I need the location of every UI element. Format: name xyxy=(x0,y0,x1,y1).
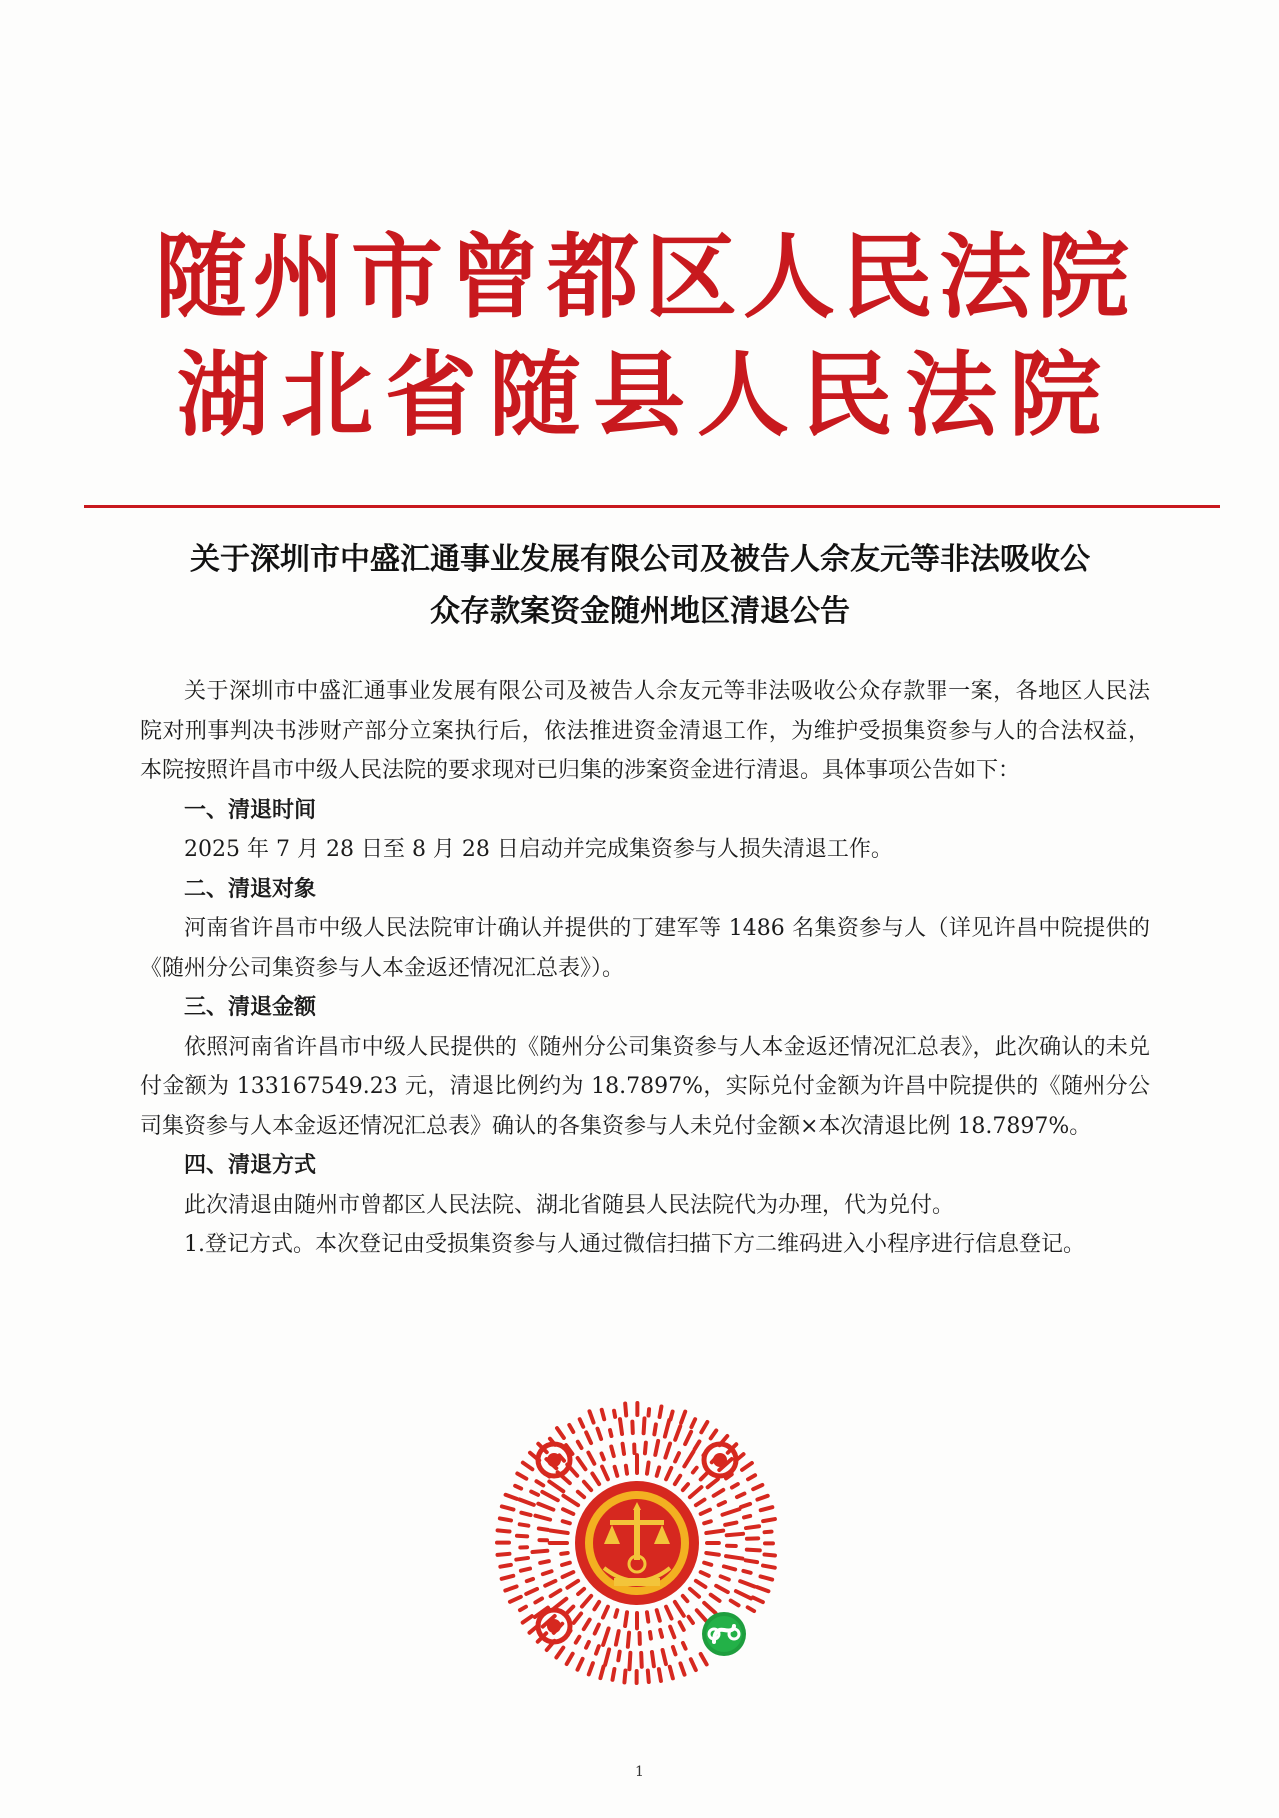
qr-ray xyxy=(618,1652,619,1661)
qr-ray xyxy=(665,1420,669,1437)
qr-ray xyxy=(681,1412,685,1423)
qr-ray xyxy=(567,1581,578,1588)
qr-ray xyxy=(561,1553,568,1554)
qr-ray xyxy=(589,1663,593,1674)
mini-program-qr-code-icon[interactable] xyxy=(492,1398,782,1688)
qr-ray xyxy=(753,1485,762,1489)
qr-ray xyxy=(747,1550,760,1551)
qr-ray xyxy=(725,1523,736,1525)
qr-ray xyxy=(704,1603,715,1613)
qr-ray xyxy=(538,1504,553,1510)
notice-title-line-1: 关于深圳市中盛汇通事业发展有限公司及被告人佘友元等非法吸收公 xyxy=(190,542,1090,577)
qr-ray xyxy=(577,1659,582,1670)
qr-ray xyxy=(611,1446,614,1456)
qr-ray xyxy=(644,1418,645,1433)
qr-ray xyxy=(660,1630,662,1637)
qr-ray xyxy=(616,1631,619,1644)
qr-ray xyxy=(535,1599,542,1603)
qr-ray xyxy=(549,1481,563,1491)
qr-ray xyxy=(701,1422,707,1432)
qr-ray xyxy=(576,1637,580,1643)
qr-ray xyxy=(746,1560,757,1562)
qr-ray xyxy=(683,1484,688,1490)
section-4-item-1: 1.登记方式。本次登记由受损集资参与人通过微信扫描下方二维码进入小程序进行信息登记。 xyxy=(184,1232,1085,1257)
qr-ray xyxy=(498,1530,510,1531)
intro-paragraph: 关于深圳市中盛汇通事业发展有限公司及被告人佘友元等非法吸收公众存款罪一案，各地区人民法院对刑事判决书涉财产部分立案执行后，依法推进资金清退工作，为维护受损集资参与人的合法权益，本院按照许昌市中级人民法院的要求现对已归集的涉案资金进行清退。具体事项公告如下： xyxy=(140,679,1150,783)
qr-ray xyxy=(706,1553,719,1555)
qr-ray xyxy=(554,1599,567,1609)
qr-ray xyxy=(505,1586,516,1590)
qr-finder-dot xyxy=(713,1453,727,1467)
qr-ray xyxy=(584,1482,591,1490)
qr-ray xyxy=(641,1653,642,1667)
qr-ray xyxy=(615,1610,617,1617)
qr-ray xyxy=(761,1507,773,1510)
qr-ray xyxy=(680,1663,684,1674)
qr-ray xyxy=(670,1667,673,1679)
qr-ray xyxy=(696,1500,705,1506)
qr-ray xyxy=(563,1509,573,1514)
qr-ray xyxy=(691,1419,695,1427)
qr-ray xyxy=(542,1492,558,1500)
section-4-heading: 四、清退方式 xyxy=(184,1153,317,1178)
qr-ray xyxy=(695,1441,700,1449)
qr-ray xyxy=(761,1576,773,1579)
qr-ray xyxy=(684,1452,693,1467)
qr-ray xyxy=(690,1589,699,1597)
qr-ray xyxy=(675,1426,680,1440)
qr-ray xyxy=(649,1409,650,1415)
qr-ray xyxy=(597,1429,601,1439)
qr-ray xyxy=(605,1649,609,1664)
qr-ray xyxy=(603,1628,609,1645)
section-1-text: 2025 年 7 月 28 日至 8 月 28 日启动并完成集资参与人损失清退工作。 xyxy=(184,837,893,862)
qr-ray xyxy=(690,1487,702,1497)
qr-ray xyxy=(655,1441,658,1455)
qr-ray xyxy=(748,1475,755,1479)
qr-ray xyxy=(719,1502,725,1505)
qr-ray xyxy=(701,1572,709,1576)
qr-ray xyxy=(628,1633,629,1647)
qr-ray xyxy=(663,1650,666,1664)
qr-ray xyxy=(673,1647,676,1654)
qr-ray xyxy=(497,1554,509,1555)
qr-ray xyxy=(746,1526,759,1528)
qr-ray xyxy=(526,1589,537,1594)
red-divider-rule xyxy=(84,505,1220,508)
qr-ray xyxy=(753,1597,763,1602)
qr-ray xyxy=(620,1419,622,1434)
qr-ray xyxy=(737,1494,744,1497)
qr-ray xyxy=(701,1510,710,1514)
qr-ray xyxy=(592,1474,599,1485)
qr-ray xyxy=(757,1496,767,1500)
qr-ray xyxy=(670,1627,674,1638)
qr-ray xyxy=(586,1432,591,1443)
qr-ray xyxy=(742,1463,752,1470)
qr-ray xyxy=(726,1556,742,1558)
wechat-mini-program-icon xyxy=(702,1612,746,1656)
qr-ray xyxy=(697,1610,706,1620)
section-2-heading: 二、清退对象 xyxy=(184,876,317,902)
qr-ray xyxy=(693,1468,697,1473)
qr-ray xyxy=(563,1572,574,1577)
qr-ray xyxy=(521,1569,530,1571)
qr-ray xyxy=(540,1561,549,1563)
section-4-text: 此次清退由随州市曾都区人民法院、湖北省随县人民法院代为办理，代为兑付。 xyxy=(184,1192,955,1218)
qr-ray xyxy=(517,1473,526,1478)
qr-ray xyxy=(515,1486,521,1489)
qr-ray xyxy=(527,1579,533,1581)
qr-ray xyxy=(711,1595,720,1601)
court-emblem-icon xyxy=(575,1481,699,1605)
qr-ray xyxy=(521,1513,530,1515)
qr-ray xyxy=(557,1428,564,1438)
qr-ray xyxy=(625,1403,626,1415)
qr-ray xyxy=(657,1610,660,1620)
qr-ray xyxy=(519,1499,534,1504)
qr-ray xyxy=(740,1581,755,1586)
qr-ray xyxy=(665,1444,670,1458)
court-name-line-1: 随州市曾都区人民法院 xyxy=(154,223,1135,331)
qr-finder-dot xyxy=(547,1453,561,1467)
qr-ray xyxy=(600,1667,603,1679)
qr-ray xyxy=(721,1576,729,1579)
qr-ray xyxy=(595,1625,599,1634)
qr-ray xyxy=(706,1531,723,1533)
qr-ray xyxy=(757,1587,768,1591)
qr-ray xyxy=(629,1653,630,1669)
section-2-text: 河南省许昌市中级人民法院审计确认并提供的丁建军等 1486 名集资参与人（详见许昌中院提供的《随州分公司集资参与人本金返还情况汇总表》）。 xyxy=(140,916,1150,981)
qr-ray xyxy=(578,1458,586,1469)
qr-ray xyxy=(675,1602,684,1616)
qr-ray xyxy=(589,1411,593,1422)
qr-ray xyxy=(602,1453,604,1459)
qr-ray xyxy=(722,1509,739,1515)
qr-ray xyxy=(545,1581,555,1586)
qr-ray xyxy=(765,1532,772,1533)
notice-body xyxy=(140,672,1150,1265)
qr-ray xyxy=(574,1614,581,1623)
qr-ray xyxy=(714,1490,724,1496)
qr-ray xyxy=(502,1506,514,1509)
qr-ray xyxy=(580,1419,584,1427)
qr-ray xyxy=(569,1425,573,1432)
qr-ray xyxy=(578,1492,584,1497)
qr-ray xyxy=(675,1453,679,1461)
qr-ray xyxy=(520,1607,526,1610)
qr-ray xyxy=(516,1558,528,1560)
qr-ray xyxy=(543,1571,552,1574)
qr-ray xyxy=(659,1669,661,1681)
qr-ray xyxy=(612,1669,614,1680)
qr-ray xyxy=(701,1654,707,1664)
qr-ray xyxy=(724,1566,735,1569)
qr-ray xyxy=(708,1479,718,1487)
qr-ray xyxy=(727,1534,743,1535)
qr-ray xyxy=(615,1467,618,1476)
qr-ray xyxy=(675,1476,680,1484)
qr-ray xyxy=(562,1563,570,1565)
qr-ray xyxy=(691,1659,696,1670)
qr-ray xyxy=(711,1430,717,1438)
qr-ray xyxy=(625,1612,627,1626)
qr-ray xyxy=(523,1616,532,1622)
qr-ray xyxy=(657,1467,659,1475)
qr-ray xyxy=(696,1581,706,1587)
qr-ray xyxy=(550,1531,567,1534)
qr-ray xyxy=(578,1589,584,1594)
qr-ray xyxy=(610,1430,611,1436)
qr-ray xyxy=(586,1642,589,1648)
qr-ray xyxy=(539,1529,548,1530)
qr-ray xyxy=(654,1424,656,1434)
qr-ray xyxy=(614,1411,615,1417)
qr-ray xyxy=(506,1495,517,1499)
qr-ray xyxy=(741,1504,750,1507)
qr-ray xyxy=(582,1596,591,1607)
qr-ray xyxy=(645,1443,646,1454)
qr-ray xyxy=(603,1607,608,1618)
qr-ray xyxy=(704,1563,711,1565)
qr-ray xyxy=(536,1481,543,1485)
qr-ray xyxy=(624,1670,625,1682)
qr-ray xyxy=(535,1516,550,1520)
qr-finder-dot xyxy=(547,1619,561,1633)
qr-ray xyxy=(502,1576,514,1579)
qr-ray xyxy=(596,1646,599,1654)
qr-ray xyxy=(584,1620,590,1630)
page-number: 1 xyxy=(635,1764,644,1780)
qr-ray xyxy=(683,1596,688,1601)
qr-ray xyxy=(588,1453,594,1464)
qr-ray xyxy=(532,1551,547,1552)
qr-ray xyxy=(647,1462,649,1473)
qr-ray xyxy=(594,1602,599,1609)
qr-ray xyxy=(623,1444,624,1454)
qr-ray xyxy=(683,1643,686,1649)
qr-ray xyxy=(680,1622,684,1630)
qr-ray xyxy=(744,1516,750,1517)
qr-ray xyxy=(685,1432,691,1444)
qr-ray xyxy=(736,1591,751,1598)
qr-ray xyxy=(517,1536,527,1537)
qr-ray xyxy=(763,1519,775,1521)
qr-ray xyxy=(650,1632,651,1639)
qr-ray xyxy=(567,1654,573,1664)
qr-ray xyxy=(704,1521,711,1523)
qr-ray xyxy=(647,1612,648,1621)
qr-ray xyxy=(648,1671,649,1682)
qr-ray xyxy=(716,1586,728,1592)
qr-ray xyxy=(602,1410,605,1419)
qr-ray xyxy=(602,1467,608,1480)
qr-ray xyxy=(666,1607,671,1619)
qr-ray xyxy=(520,1524,529,1525)
qr-ray xyxy=(701,1472,708,1479)
qr-ray xyxy=(743,1571,750,1573)
section-3-text: 依照河南省许昌市中级人民提供的《随州分公司集资参与人本金返还情况汇总表》，此次确认的未兑付金额为 133167549.23 元，清退比例约为 18.7897%，实际兑付金额为许昌中院提供的《随州分公司集资参与人本金返还情况汇总表》确认的各集资参与人未兑付金额×本次清退比例 18.7897%。 xyxy=(140,1034,1150,1139)
section-1-heading: 一、清退时间 xyxy=(184,797,317,823)
qr-ray xyxy=(689,1617,693,1623)
qr-ray xyxy=(666,1468,671,1479)
qr-ray xyxy=(578,1442,582,1448)
qr-ray xyxy=(764,1555,774,1556)
qr-ray xyxy=(670,1412,672,1420)
qr-ray xyxy=(563,1521,570,1523)
court-name-line-2: 湖北省随县人民法院 xyxy=(176,341,1113,449)
qr-ray xyxy=(551,1590,561,1596)
qr-ray xyxy=(626,1466,627,1474)
qr-ray xyxy=(531,1492,538,1495)
qr-ray xyxy=(660,1407,662,1418)
qr-ray xyxy=(763,1566,775,1568)
section-3-heading: 三、清退金额 xyxy=(184,995,317,1020)
qr-ray xyxy=(731,1601,739,1606)
qr-ray xyxy=(523,1463,532,1470)
qr-ray xyxy=(748,1607,754,1611)
qr-ray xyxy=(500,1518,511,1520)
qr-ray xyxy=(510,1597,521,1602)
notice-title-line-2: 众存款案资金随州地区清退公告 xyxy=(430,594,850,629)
qr-ray xyxy=(563,1496,578,1505)
qr-ray xyxy=(732,1484,738,1487)
qr-ray xyxy=(500,1565,511,1567)
qr-ray xyxy=(556,1648,563,1658)
qr-ray xyxy=(652,1652,654,1666)
